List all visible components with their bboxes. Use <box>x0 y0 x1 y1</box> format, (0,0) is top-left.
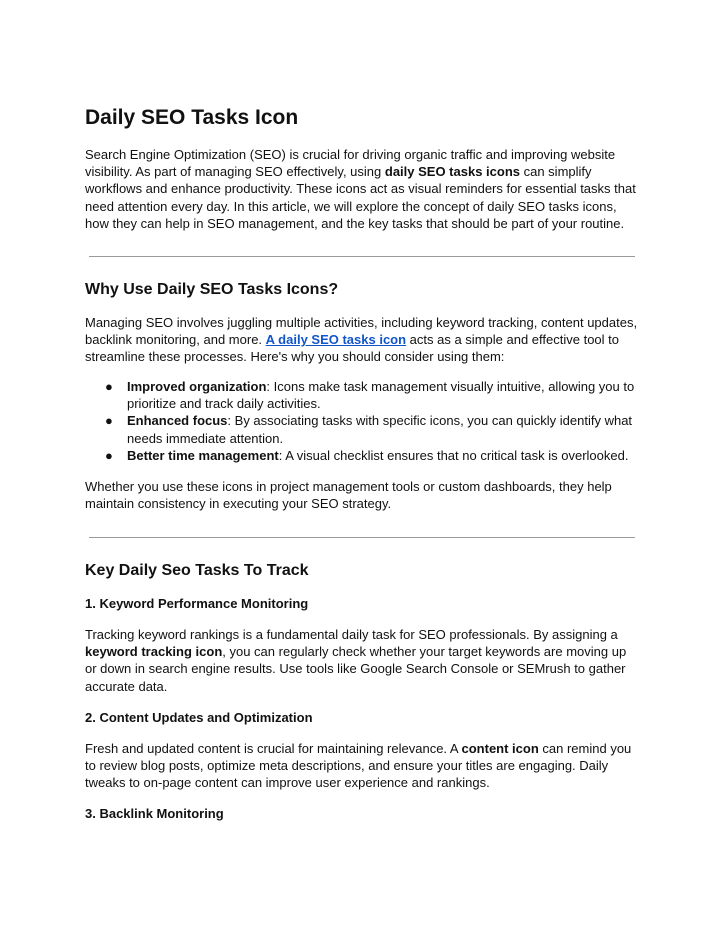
list-item-term: Improved organization <box>127 379 267 394</box>
subheading-backlink-monitoring: 3. Backlink Monitoring <box>85 806 224 821</box>
why-text: acts as a simple and effective tool to <box>406 332 619 348</box>
content-line-2: to review blog posts, optimize meta descriptions, and ensure your titles are engaging. Daily <box>85 758 609 774</box>
keyword-line-4: accurate data. <box>85 678 168 694</box>
list-item-text: : Icons make task management visually intuitive, allowing you to <box>266 379 635 394</box>
content-bold-phrase: content icon <box>461 741 539 756</box>
intro-line-5: how they can help in SEO management, and the key tasks that should be part of your routine. <box>85 215 625 231</box>
section-heading-why: Why Use Daily SEO Tasks Icons? <box>85 281 339 298</box>
section-heading-key-tasks: Key Daily Seo Tasks To Track <box>85 562 309 579</box>
list-item-text: : By associating tasks with specific icons, you can quickly identify what <box>227 413 633 429</box>
keyword-bold-phrase: keyword tracking icon <box>85 644 223 660</box>
subheading-content-updates: 2. Content Updates and Optimization <box>85 710 313 725</box>
keyword-line-1: Tracking keyword rankings is a fundamental daily task for SEO professionals. By assigning a <box>85 627 618 642</box>
list-item-text: : A visual checklist ensures that no critical task is overlooked. <box>278 447 629 463</box>
list-item <box>85 378 637 412</box>
why-paragraph <box>85 314 637 366</box>
intro-line-4: need attention every day. In this article, we will explore the concept of daily SEO tasks icons, <box>85 198 617 214</box>
subheading-keyword-monitoring: 1. Keyword Performance Monitoring <box>85 596 309 611</box>
keyword-line-3: or down in search engine results. Use tools like Google Search Console or SEMrush to gather <box>85 661 626 677</box>
intro-text: visibility. As part of managing SEO effectively, using <box>85 164 385 180</box>
page-title: Daily SEO Tasks Icon <box>85 106 299 129</box>
list-item <box>85 412 637 446</box>
section-divider <box>89 537 635 538</box>
list-item-term: Enhanced focus <box>127 413 228 429</box>
why-closing-line-1: Whether you use these icons in project management tools or custom dashboards, they help <box>85 479 612 494</box>
bullet-icon: ● <box>105 379 113 394</box>
intro-line-2 <box>85 163 637 180</box>
why-closing-paragraph <box>85 478 637 512</box>
content-line-1 <box>85 740 637 757</box>
list-item-term: Better time management <box>127 447 279 463</box>
intro-line-3: workflows and enhance productivity. These icons act as visual reminders for essential tasks that <box>85 181 636 197</box>
benefits-list <box>85 378 637 464</box>
keyword-paragraph <box>85 626 637 695</box>
list-item-line-2: needs immediate attention. <box>127 430 284 446</box>
keyword-text: , you can regularly check whether your target keywords are moving up <box>222 644 627 660</box>
intro-text: can simplify <box>520 164 592 180</box>
bullet-icon: ● <box>105 447 113 463</box>
keyword-line-2 <box>85 643 637 660</box>
why-text: backlink monitoring, and more. <box>85 332 266 348</box>
list-item-line-2: prioritize and track daily activities. <box>127 396 321 412</box>
content-paragraph <box>85 740 637 792</box>
why-line-3: streamline these processes. Here's why you should consider using them: <box>85 349 505 365</box>
section-divider <box>89 256 635 257</box>
list-item-line-1 <box>127 447 637 464</box>
daily-seo-tasks-icon-link[interactable]: A daily SEO tasks icon <box>265 332 407 348</box>
intro-bold-phrase: daily SEO tasks icons <box>384 164 520 180</box>
list-item-line-1 <box>127 412 637 429</box>
intro-line-1: Search Engine Optimization (SEO) is crucial for driving organic traffic and improving website <box>85 147 616 162</box>
content-line-3: tweaks to on-page content can improve user experience and rankings. <box>85 775 490 791</box>
content-text: Fresh and updated content is crucial for maintaining relevance. A <box>85 741 462 756</box>
list-item-line-1 <box>127 378 637 395</box>
why-closing-line-2: maintain consistency in executing your SEO strategy. <box>85 496 392 512</box>
bullet-icon: ● <box>105 413 113 429</box>
list-item <box>85 447 637 464</box>
content-text: can remind you <box>538 741 632 756</box>
why-line-1: Managing SEO involves juggling multiple activities, including keyword tracking, content updates, <box>85 315 638 330</box>
why-line-2 <box>85 331 637 348</box>
intro-paragraph <box>85 146 637 232</box>
